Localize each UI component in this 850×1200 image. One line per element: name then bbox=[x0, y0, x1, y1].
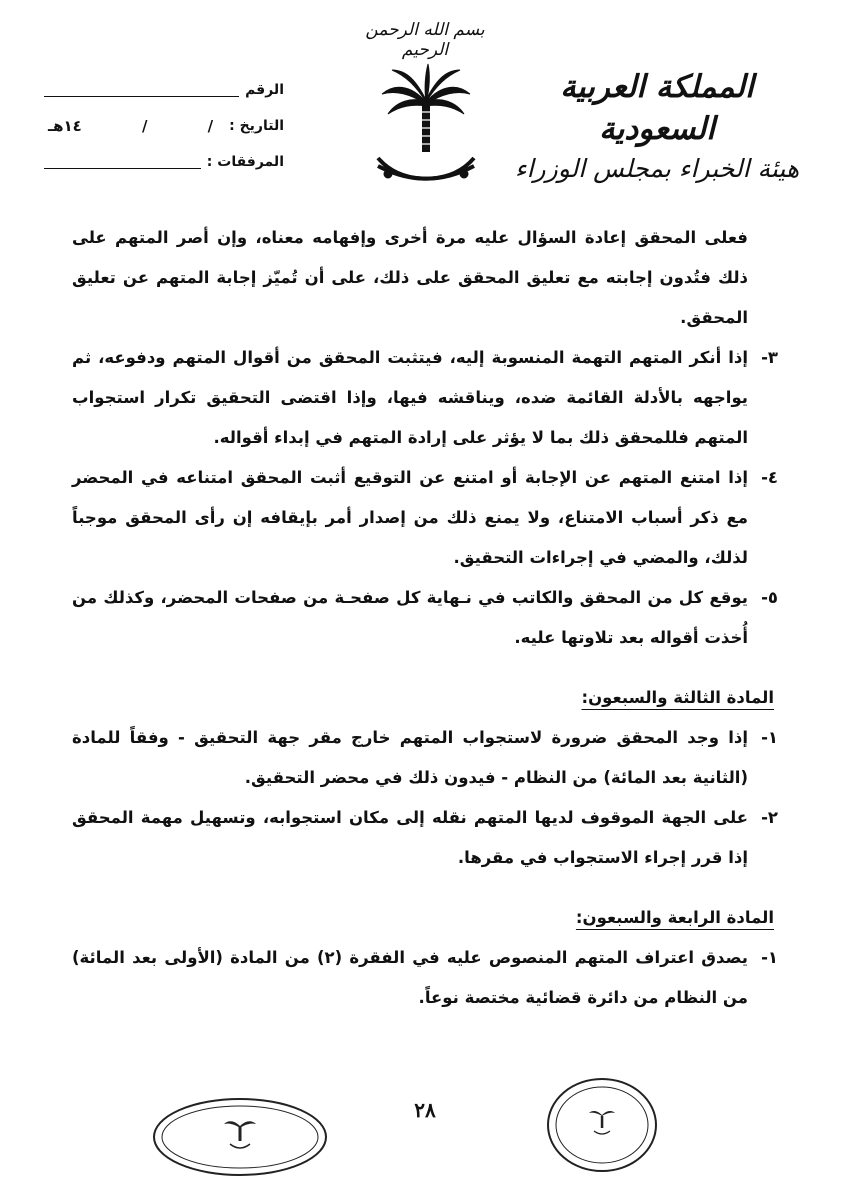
paragraph-continued: فعلى المحقق إعادة السؤال عليه مرة أخرى وإفهامه معناه، وإن أصر المتهم على ذلك فتُدون إجابته مع تعليق المحقق على ذلك، على أن تُميّز إجابة المتهم عن تعليق المحقق. bbox=[72, 228, 748, 327]
clause-5 bbox=[72, 578, 778, 658]
article-73-clause-1 bbox=[72, 718, 778, 798]
clause-4 bbox=[72, 458, 778, 578]
article-74-clause-1 bbox=[72, 938, 778, 1018]
palm-swords-emblem-icon bbox=[370, 62, 482, 190]
date-field: / / ١٤هـ bbox=[48, 117, 214, 135]
oval-seal-stamp bbox=[150, 1096, 330, 1178]
document-body bbox=[72, 218, 778, 1018]
reference-row bbox=[44, 72, 284, 108]
clause-number: ٣- bbox=[761, 348, 778, 367]
kingdom-name: المملكة العربية السعودية bbox=[560, 69, 754, 147]
clause-text: إذا امتنع المتهم عن الإجابة أو امتنع عن التوقيع أثبت المحقق امتناعه في المحضر مع ذكر أسباب الامتناع، ولا يمنع ذلك من إصدار أمر بإيقافه إن رأى المحقق موجباً لذلك، والمضي في إجراءات التحقيق. bbox=[72, 468, 748, 567]
reference-line bbox=[44, 84, 239, 97]
date-row bbox=[44, 108, 284, 144]
clause-text: يصدق اعتراف المتهم المنصوص عليه في الفقرة (٢) من المادة (الأولى بعد المائة) من النظام من دائرة قضائية مختصة نوعاً. bbox=[72, 948, 748, 1007]
reference-label: الرقم bbox=[245, 82, 284, 98]
page-number: ٢٨ bbox=[414, 1098, 436, 1122]
article-73-heading: المادة الثالثة والسبعون: bbox=[581, 688, 774, 707]
clause-text: إذا وجد المحقق ضرورة لاستجواب المتهم خارج مقر جهة التحقيق - وفقاً للمادة (الثانية بعد المائة) من النظام - فيدون ذلك في محضر التحقيق. bbox=[72, 728, 748, 787]
basmala: بسم الله الرحمن الرحيم bbox=[365, 20, 485, 60]
authority-name: هيئة الخبراء بمجلس الوزراء bbox=[514, 154, 800, 183]
clause-number: ٤- bbox=[761, 468, 778, 487]
clause-text: يوقع كل من المحقق والكاتب في نـهاية كل صفحـة من صفحات المحضر، وكذلك من أُخذت أقواله بعد تلاوتها عليه. bbox=[72, 588, 748, 647]
clause-text: على الجهة الموقوف لديها المتهم نقله إلى مكان استجوابه، وتسهيل مهمة المحقق إذا قرر إجراء الاستجواب في مقرها. bbox=[72, 808, 748, 867]
clause-number: ٥- bbox=[761, 588, 778, 607]
attachments-label: المرفقات : bbox=[206, 154, 284, 170]
attachments-line bbox=[44, 156, 201, 169]
clause-number: ١- bbox=[761, 728, 778, 747]
article-73-clause-2 bbox=[72, 798, 778, 878]
date-label: التاريخ : bbox=[229, 118, 284, 134]
attachments-row bbox=[44, 144, 284, 180]
letterhead-title bbox=[512, 66, 802, 188]
clause-text: إذا أنكر المتهم التهمة المنسوبة إليه، فيتثبت المحقق من أقوال المتهم ودفوعه، ثم يواجهه بالأدلة القائمة ضده، ويناقشه فيها، وإذا اقتضى التحقيق تكرار استجواب المتهم فللمحقق ذلك بما لا يؤثر على إرادة المتهم في إبداء أقواله. bbox=[72, 348, 748, 447]
round-seal-stamp bbox=[545, 1075, 660, 1175]
reference-block bbox=[44, 72, 284, 180]
clause-3 bbox=[72, 338, 778, 458]
clause-number: ٢- bbox=[761, 808, 778, 827]
date-suffix: ١٤هـ bbox=[48, 117, 82, 135]
article-74-heading: المادة الرابعة والسبعون: bbox=[575, 908, 774, 927]
clause-number: ١- bbox=[761, 948, 778, 967]
